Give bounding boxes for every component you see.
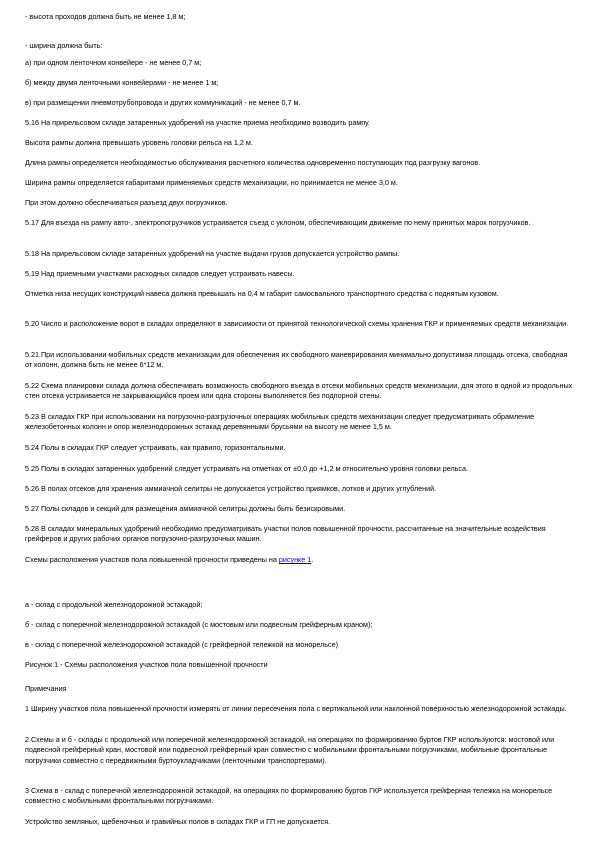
- paragraph: 5.27 Полы складов и секций для размещения аммиачной селитры должны быть безискровыми.: [25, 504, 346, 513]
- paragraph: - высота проходов должна быть не менее 1,8 м;: [25, 12, 186, 21]
- figure-reference-paragraph: [25, 555, 313, 565]
- figure-link[interactable]: рисунке 1: [278, 555, 312, 564]
- paragraph: 5.17 Для въезда на рампу авто-, электропогрузчиков устраивается съезд с уклоном, обеспечивающим движение по нему принятых марок погрузчиков.: [25, 218, 531, 227]
- paragraph: б) между двумя ленточными конвейерами - не менее 1 м;: [25, 78, 219, 87]
- paragraph: 5.28 В складах минеральных удобрений необходимо предусматривать участки полов повышенной прочности, рассчитанные на значительные воздействия грейферов и других рабочих органов погрузочно-разгрузочных машин.: [25, 524, 546, 544]
- figure-caption: Рисунок 1 - Схемы расположения участков пола повышенной прочности: [25, 660, 268, 669]
- paragraph: 5.18 На прирельсовом складе затаренных удобрений на участке выдачи грузов допускается устройство рампы.: [25, 249, 400, 258]
- paragraph: 5.26 В полах отсеков для хранения аммиачной селитры не допускается устройство приямков, лотков и других углублений.: [25, 484, 437, 493]
- reference-text-end: .: [311, 555, 314, 564]
- paragraph: - ширина должна быть:: [25, 41, 103, 50]
- note-item: 1 Ширину участков пола повышенной прочности измерять от линии пересечения пола с вертикальной или наклонной поверхностью железнодорожной эстакады.: [25, 704, 567, 713]
- paragraph: в) при размещении пневмотрубопровода и других коммуникаций - не менее 0,7 м.: [25, 98, 301, 107]
- paragraph: Устройство земляных, щебеночных и гравийных полов в складах ГКР и ГП не допускается.: [25, 817, 331, 826]
- note-item: 2 Схемы а и б - склады с продольной или поперечной железнодорожной эстакадой, на операциях по формированию буртов ГКР используются: мостовой или подвесной грейферный кран, мостовой или подвесной грейферный кран совместно с мобильными фронтальными погрузчиками, мобильные фронтальные погрузчики совместно с передвижными буртоукладчиками (ленточными транспортерами).: [25, 735, 555, 765]
- notes-heading: Примечания: [25, 684, 67, 693]
- paragraph: 5.23 В складах ГКР при использовании на погрузочно-разгрузочных операциях мобильных средств механизации следует предусматривать обрамление железобетонных колонн и опор железнодорожных эстакад деревянными брусьями на высоту не менее 1,5 м.: [25, 412, 535, 432]
- paragraph: 5.16 На прирельсовом складе затаренных удобрений на участке приема необходимо возводить рампу.: [25, 118, 371, 127]
- reference-text: Схемы расположения участков пола повышенной прочности приведены на: [25, 555, 279, 564]
- paragraph: 5.20 Число и расположение ворот в складах определяют в зависимости от принятой технологической схемы хранения ГКР и применяемых средств механизации.: [25, 319, 569, 328]
- paragraph: 5.22 Схема планировки склада должна обеспечивать возможность свободного въезда в отсеки мобильных средств механизации, для этого в одной из продольных стен отсека устраивается не закрывающийся проем или одна стороны выполняется без подпорной стены.: [25, 381, 573, 401]
- paragraph: Высота рампы должна превышать уровень головки рельса на 1,2 м.: [25, 138, 253, 147]
- figure-caption-item: а - склад с продольной железнодорожной эстакадой;: [25, 600, 203, 609]
- paragraph: При этом должно обеспечиваться разъезд двух погрузчиков.: [25, 198, 228, 207]
- paragraph: Ширина рампы определяется габаритами применяемых средств механизации, но принимается не менее 3,0 м.: [25, 178, 398, 187]
- paragraph: 5.19 Над приемными участками расходных складов следует устраивать навесы.: [25, 269, 295, 278]
- paragraph: 5.25 Полы в складах затаренных удобрений следует устраивать на отметках от ±0,0 до +1,2 м относительно уровня головки рельса.: [25, 464, 468, 473]
- paragraph: 5.24 Полы в складах ГКР следует устраивать, как правило, горизонтальными.: [25, 443, 286, 452]
- figure-caption-item: в - склад с поперечной железнодорожной эстакадой (с грейферной тележкой на монорельсе): [25, 640, 338, 649]
- paragraph: Отметка низа несущих конструкций навеса должна превышать на 0,4 м габарит самосвального транспортного средства с поднятым кузовом.: [25, 289, 499, 298]
- note-item: 3 Схема в - склад с поперечной железнодорожной эстакадой, на операциях по формированию буртов ГКР используется грейферная тележка на монорельсе совместно с мобильными фронтальными погрузчиками.: [25, 786, 553, 806]
- paragraph: 5.21 При использовании мобильных средств механизации для обеспечения их свободного маневрирования минимально допустимая площадь отсека, свободная от колонн, должна быть не менее 6*12 м.: [25, 350, 568, 370]
- paragraph: Длина рампы определяется необходимостью обслуживания расчетного количества одновременно поступающих под разгрузку вагонов.: [25, 158, 481, 167]
- paragraph: а) при одном ленточном конвейере - не менее 0,7 м;: [25, 58, 202, 67]
- figure-caption-item: б - склад с поперечной железнодорожной эстакадой (с мостовым или подвесным грейферным краном);: [25, 620, 373, 629]
